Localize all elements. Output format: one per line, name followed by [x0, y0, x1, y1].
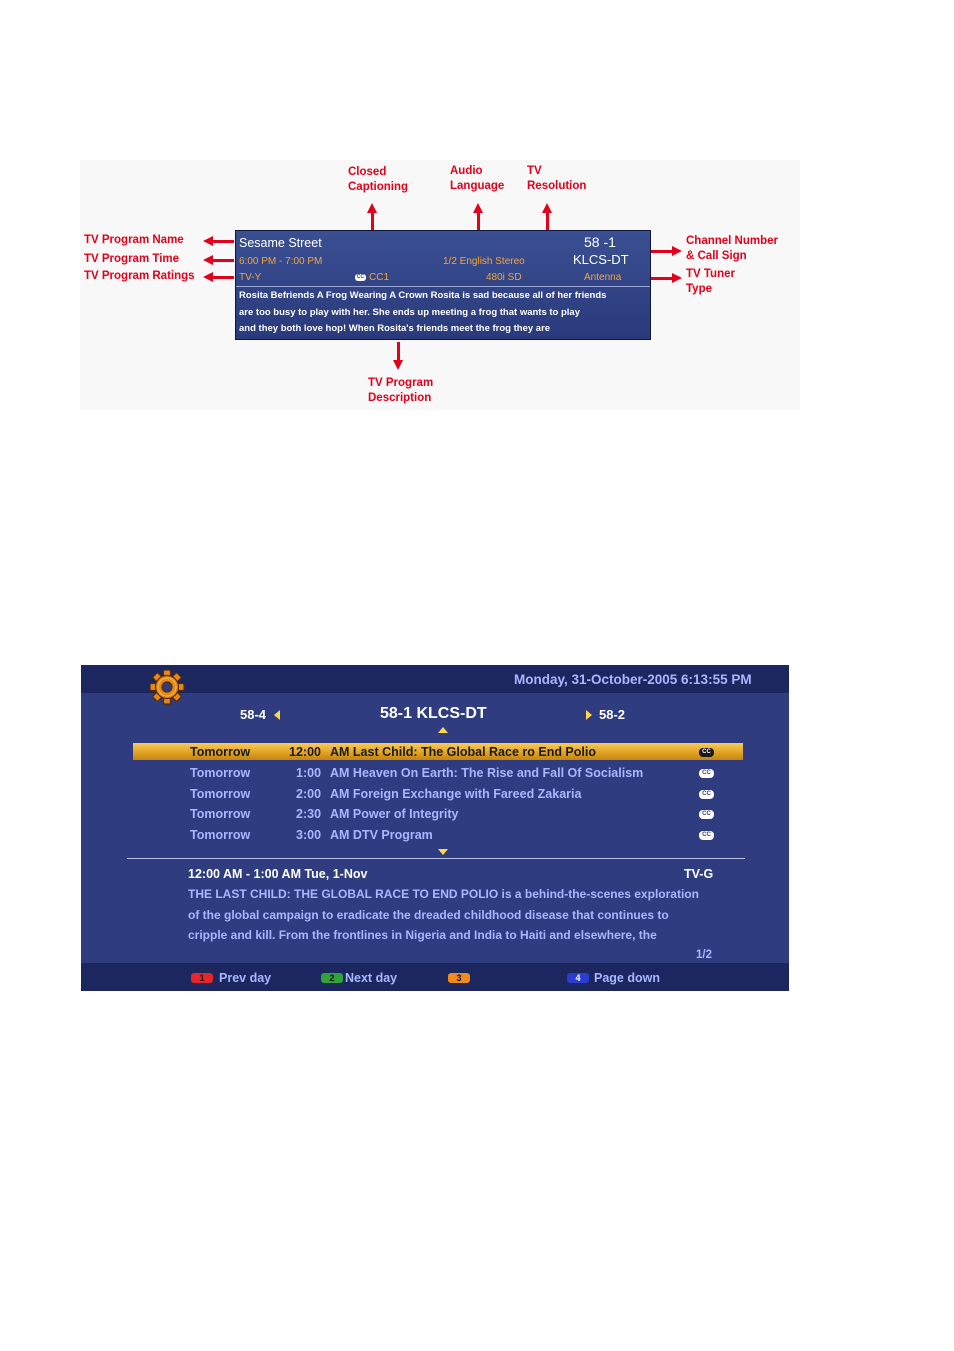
row-time: 2:00 [296, 787, 322, 801]
prev-channel[interactable]: 58-4 [240, 707, 267, 722]
cc-label: CC1 [369, 272, 390, 283]
info-banner [235, 230, 651, 340]
annotation-closed-captioning: Closed Captioning [348, 166, 409, 193]
key-2-icon[interactable]: 2 [321, 973, 343, 983]
program-description: Rosita Befriends A Frog Wearing A Crown Rosita is sad because all of her friends are too busy to play with her. She ends up meeting a frog that wants to play and they both love hop! When Rosita's friends meet the frog they are [239, 290, 607, 334]
channel-number: 58 -1 [584, 234, 616, 250]
row-day: Tomorrow [190, 745, 251, 759]
guide-footer-bar [81, 963, 789, 991]
row-time: 3:00 [296, 828, 322, 842]
detail-description: THE LAST CHILD: THE GLOBAL RACE TO END POLIO is a behind-the-scenes exploration of the global campaign to eradicate the dreaded childhood disease that continues to cripple and kill. From the frontlines in Nigeria and India to Haiti and elsewhere, the [188, 887, 699, 942]
annotation-program-name: TV Program Name [84, 234, 184, 246]
tuner-type: Antenna [584, 272, 622, 283]
gear-icon[interactable] [147, 669, 187, 705]
cc-icon: CC [699, 748, 714, 757]
cc-icon: CC [699, 831, 714, 840]
guide-divider [127, 858, 745, 859]
page-indicator: 1/2 [696, 949, 712, 961]
annotation-tv-resolution: TV Resolution [527, 165, 587, 192]
page-down-button[interactable]: Page down [594, 971, 660, 985]
next-day-button[interactable]: Next day [345, 971, 398, 985]
cc-icon: CC [699, 810, 714, 819]
scroll-up-arrow-icon[interactable] [438, 727, 448, 733]
program-name: Sesame Street [239, 236, 322, 250]
annotation-tuner-type: TV Tuner Type [686, 268, 735, 295]
key-1-icon[interactable]: 1 [191, 973, 213, 983]
current-datetime: Monday, 31-October-2005 6:13:55 PM [514, 672, 752, 687]
row-title: AM Heaven On Earth: The Rise and Fall Of Socialism [330, 766, 644, 780]
scroll-down-arrow-icon[interactable] [438, 849, 448, 855]
annotation-program-ratings: TV Program Ratings [84, 270, 195, 282]
row-title: AM Last Child: The Global Race ro End Polio [330, 745, 596, 759]
cc-icon: CC [699, 790, 714, 799]
annotation-program-description: TV Program Description [368, 377, 434, 404]
annotation-program-time: TV Program Time [84, 253, 180, 265]
next-channel-arrow-icon[interactable] [586, 710, 592, 720]
row-day: Tomorrow [190, 766, 251, 780]
next-channel[interactable]: 58-2 [599, 707, 626, 722]
program-rating: TV-Y [239, 272, 262, 283]
resolution: 480i SD [486, 272, 522, 283]
detail-time: 12:00 AM - 1:00 AM Tue, 1-Nov [188, 867, 368, 881]
current-channel: 58-1 KLCS-DT [380, 705, 487, 722]
row-day: Tomorrow [190, 828, 251, 842]
program-time: 6:00 PM - 7:00 PM [239, 256, 323, 267]
program-guide-screen [81, 665, 789, 991]
cc-icon: CC [699, 769, 714, 778]
row-day: Tomorrow [190, 807, 251, 821]
audio-language: 1/2 English Stereo [443, 256, 525, 267]
key-3-icon[interactable]: 3 [448, 973, 470, 983]
banner-divider [236, 286, 650, 287]
row-title: AM DTV Program [330, 828, 433, 842]
row-time: 12:00 [289, 745, 321, 759]
annotation-audio-language: Audio Language [450, 165, 505, 192]
key-4-icon[interactable]: 4 [567, 973, 589, 983]
prev-channel-arrow-icon[interactable] [274, 710, 280, 720]
row-title: AM Power of Integrity [330, 807, 459, 821]
annotation-channel-number: Channel Number & Call Sign [686, 235, 779, 262]
prev-day-button[interactable]: Prev day [219, 971, 272, 985]
cc-icon: CC [356, 273, 365, 280]
row-title: AM Foreign Exchange with Fareed Zakaria [330, 787, 582, 801]
row-time: 2:30 [296, 807, 322, 821]
row-day: Tomorrow [190, 787, 251, 801]
row-time: 1:00 [296, 766, 322, 780]
closed-caption [355, 272, 389, 283]
call-sign: KLCS-DT [573, 252, 629, 267]
detail-rating: TV-G [684, 867, 714, 881]
